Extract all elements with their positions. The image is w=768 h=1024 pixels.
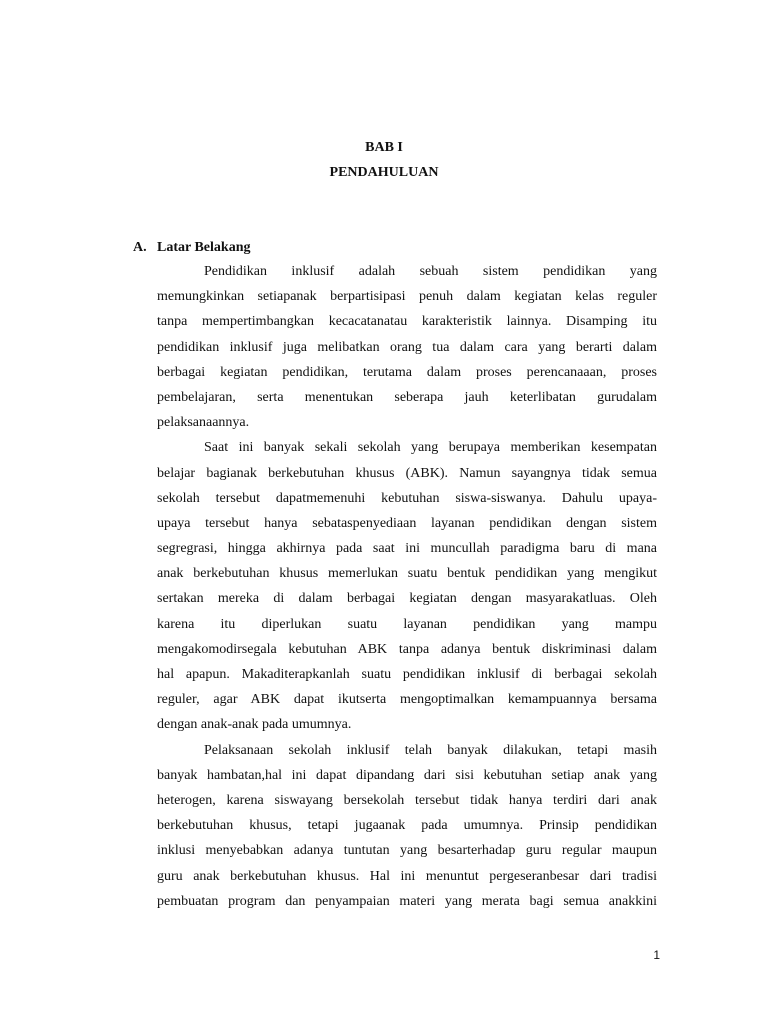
paragraph-line: mengakomodirsegala kebutuhan ABK tanpa adanya bentuk diskriminasi dalam bbox=[157, 641, 657, 657]
paragraph-line: Saat ini banyak sekali sekolah yang berupaya memberikan kesempatan bbox=[204, 440, 657, 456]
section-heading bbox=[133, 239, 250, 257]
paragraph-line: pelaksanaannya. bbox=[157, 415, 250, 431]
chapter-title: PENDAHULUAN bbox=[329, 165, 439, 180]
paragraph-line: hal apapun. Makaditerapkanlah suatu pendidikan inklusif di berbagai sekolah bbox=[157, 667, 657, 682]
paragraph-line: berbagai kegiatan pendidikan, terutama dalam proses perencanaaan, proses bbox=[157, 364, 657, 380]
paragraph-line: sertakan mereka di dalam berbagai kegiatan dengan masyarakatluas. Oleh bbox=[157, 591, 657, 607]
paragraph-line: segregrasi, hingga akhirnya pada saat ini muncullah paradigma baru di mana bbox=[157, 541, 657, 557]
paragraph-line: sekolah tersebut dapatmemenuhi kebutuhan siswa-siswanya. Dahulu upaya- bbox=[157, 490, 657, 506]
paragraph-line: belajar bagianak berkebutuhan khusus (ABK). Namun sayangnya tidak semua bbox=[157, 465, 657, 481]
paragraph-line: reguler, agar ABK dapat ikutserta mengoptimalkan kemampuannya bersama bbox=[157, 692, 657, 708]
section-title: Latar Belakang bbox=[157, 240, 251, 255]
paragraph-line: inklusi menyebabkan adanya tuntutan yang besarterhadap guru regular maupun bbox=[157, 843, 657, 859]
paragraph-line: tanpa mempertimbangkan kecacatanatau karakteristik lainnya. Disamping itu bbox=[157, 314, 657, 330]
paragraph-line: memungkinkan setiapanak berpartisipasi penuh dalam kegiatan kelas reguler bbox=[157, 289, 657, 305]
paragraph-line: guru anak berkebutuhan khusus. Hal ini menuntut pergeseranbesar dari tradisi bbox=[157, 868, 657, 884]
paragraph-line: pendidikan inklusif juga melibatkan orang tua dalam cara yang berarti dalam bbox=[157, 339, 657, 355]
paragraph-line: berkebutuhan khusus, tetapi jugaanak pada umumnya. Prinsip pendidikan bbox=[157, 818, 657, 834]
section-letter: A. bbox=[133, 240, 147, 255]
paragraph-line: pembuatan program dan penyampaian materi yang merata bagi semua anakkini bbox=[157, 893, 657, 909]
paragraph-line: Pelaksanaan sekolah inklusif telah banyak dilakukan, tetapi masih bbox=[204, 742, 657, 758]
paragraph-line: anak berkebutuhan khusus memerlukan suatu bentuk pendidikan yang mengikut bbox=[157, 566, 657, 582]
paragraph-line: heterogen, karena siswayang bersekolah tersebut tidak hanya terdiri dari anak bbox=[157, 792, 657, 808]
paragraph-line: Pendidikan inklusif adalah sebuah sistem pendidikan yang bbox=[204, 264, 657, 279]
paragraph-line: pembelajaran, serta menentukan seberapa jauh keterlibatan gurudalam bbox=[157, 389, 657, 405]
paragraph-line: karena itu diperlukan suatu layanan pendidikan yang mampu bbox=[157, 616, 657, 632]
paragraph-line: banyak hambatan,hal ini dapat dipandang dari sisi kebutuhan setiap anak yang bbox=[157, 767, 657, 783]
page-number: 1 bbox=[653, 948, 660, 962]
chapter-label: BAB I bbox=[365, 140, 403, 155]
body-text bbox=[157, 259, 657, 914]
paragraph-line: dengan anak-anak pada umumnya. bbox=[157, 717, 352, 733]
paragraph-line: upaya tersebut hanya sebataspenyediaan layanan pendidikan dengan sistem bbox=[157, 515, 657, 531]
